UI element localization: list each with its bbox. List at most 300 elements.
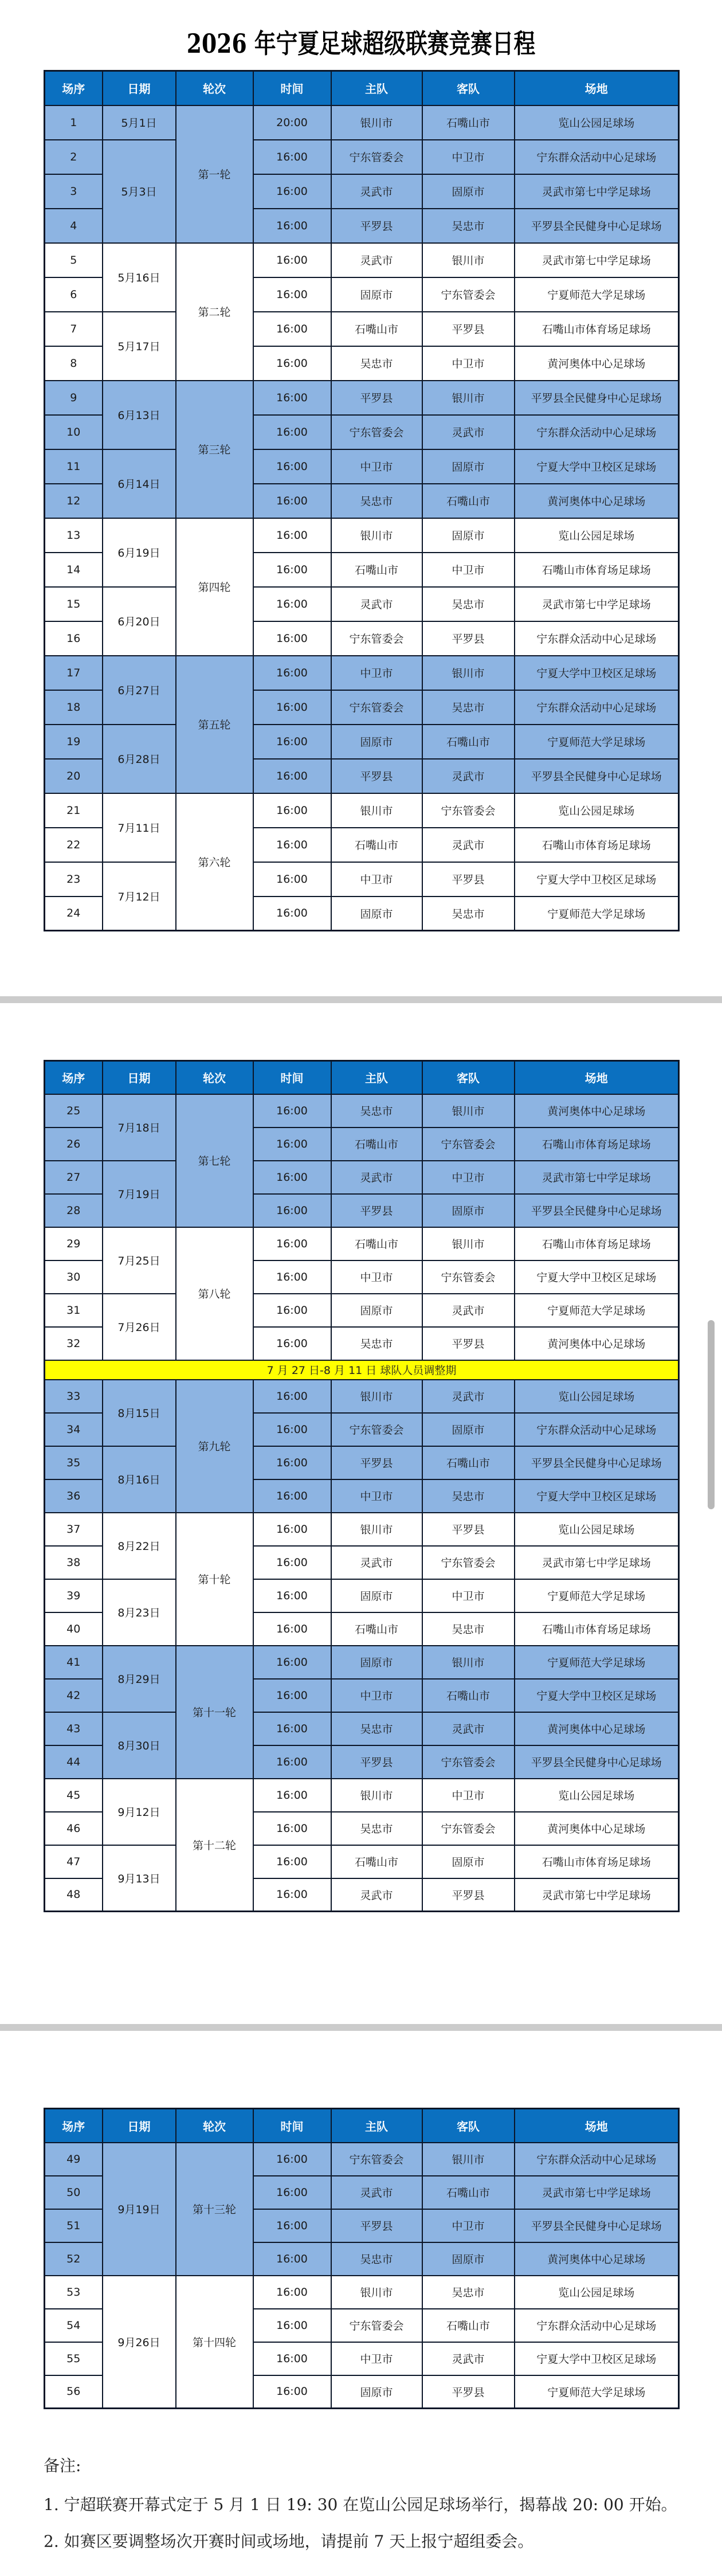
table-row: [45, 1446, 679, 1479]
venue: 平罗县全民健身中心足球场: [515, 1194, 679, 1227]
away-team: 宁东管委会: [422, 1745, 515, 1779]
venue: 平罗县全民健身中心足球场: [515, 1745, 679, 1779]
round-label: 第七轮: [176, 1094, 253, 1227]
schedule-table: [44, 2108, 680, 2409]
page-separator: [0, 996, 722, 1003]
kickoff-time: 16:00: [253, 2342, 331, 2375]
notes-section: [44, 2453, 685, 2566]
column-header: 客队: [422, 1061, 515, 1094]
table-row: [45, 1161, 679, 1194]
away-team: 中卫市: [422, 1779, 515, 1812]
kickoff-time: 16:00: [253, 1612, 331, 1646]
table-row: [45, 1294, 679, 1327]
venue: 平罗县全民健身中心足球场: [515, 381, 679, 415]
match-date: 5月1日: [103, 105, 176, 140]
home-team: 平罗县: [331, 209, 422, 243]
kickoff-time: 16:00: [253, 1128, 331, 1161]
home-team: 银川市: [331, 793, 422, 828]
kickoff-time: 16:00: [253, 1745, 331, 1779]
table-row: [45, 1513, 679, 1546]
match-number: 54: [45, 2309, 103, 2342]
away-team: 平罗县: [422, 312, 515, 346]
venue: 黄河奥体中心足球场: [515, 2242, 679, 2276]
home-team: 石嘴山市: [331, 553, 422, 587]
home-team: 吴忠市: [331, 2242, 422, 2276]
match-number: 16: [45, 621, 103, 656]
table-row: [45, 381, 679, 415]
home-team: 吴忠市: [331, 1094, 422, 1128]
venue: 黄河奥体中心足球场: [515, 484, 679, 518]
kickoff-time: 16:00: [253, 1546, 331, 1579]
venue: 石嘴山市体育场足球场: [515, 1128, 679, 1161]
away-team: 吴忠市: [422, 1612, 515, 1646]
venue: 平罗县全民健身中心足球场: [515, 209, 679, 243]
round-label: 第四轮: [176, 518, 253, 656]
venue: 宁东群众活动中心足球场: [515, 2309, 679, 2342]
away-team: 石嘴山市: [422, 1679, 515, 1712]
home-team: 吴忠市: [331, 1812, 422, 1845]
venue: 宁东群众活动中心足球场: [515, 1413, 679, 1446]
venue: 览山公园足球场: [515, 105, 679, 140]
match-number: 40: [45, 1612, 103, 1646]
away-team: 平罗县: [422, 1327, 515, 1360]
venue: 宁东群众活动中心足球场: [515, 415, 679, 449]
match-number: 18: [45, 690, 103, 725]
match-date: 7月12日: [103, 862, 176, 931]
column-header: 场序: [45, 1061, 103, 1094]
home-team: 石嘴山市: [331, 1227, 422, 1260]
home-team: 银川市: [331, 1513, 422, 1546]
venue: 宁夏师范大学足球场: [515, 1579, 679, 1612]
match-number: 17: [45, 656, 103, 690]
round-label: 第六轮: [176, 793, 253, 931]
match-date: 6月27日: [103, 656, 176, 725]
kickoff-time: 16:00: [253, 209, 331, 243]
home-team: 灵武市: [331, 587, 422, 621]
match-number: 13: [45, 518, 103, 553]
match-date: 8月15日: [103, 1380, 176, 1446]
column-header: 主队: [331, 71, 422, 105]
kickoff-time: 16:00: [253, 2309, 331, 2342]
kickoff-time: 16:00: [253, 174, 331, 209]
home-team: 灵武市: [331, 1546, 422, 1579]
table-row: [45, 2276, 679, 2309]
kickoff-time: 20:00: [253, 105, 331, 140]
round-label: 第九轮: [176, 1380, 253, 1513]
away-team: 灵武市: [422, 1712, 515, 1745]
column-header: 时间: [253, 2109, 331, 2143]
away-team: 银川市: [422, 1227, 515, 1260]
home-team: 固原市: [331, 1579, 422, 1612]
match-number: 46: [45, 1812, 103, 1845]
match-number: 4: [45, 209, 103, 243]
match-number: 52: [45, 2242, 103, 2276]
home-team: 灵武市: [331, 2176, 422, 2209]
home-team: 固原市: [331, 1646, 422, 1679]
table-row: [45, 862, 679, 896]
away-team: 宁东管委会: [422, 1546, 515, 1579]
home-team: 中卫市: [331, 1260, 422, 1294]
venue: 石嘴山市体育场足球场: [515, 1227, 679, 1260]
home-team: 石嘴山市: [331, 828, 422, 862]
column-header: 时间: [253, 71, 331, 105]
away-team: 固原市: [422, 174, 515, 209]
away-team: 中卫市: [422, 553, 515, 587]
match-date: 5月17日: [103, 312, 176, 381]
venue: 宁东群众活动中心足球场: [515, 690, 679, 725]
venue: 灵武市第七中学足球场: [515, 1546, 679, 1579]
away-team: 银川市: [422, 2143, 515, 2176]
column-header: 主队: [331, 1061, 422, 1094]
home-team: 中卫市: [331, 449, 422, 484]
venue: 石嘴山市体育场足球场: [515, 553, 679, 587]
kickoff-time: 16:00: [253, 243, 331, 277]
away-team: 灵武市: [422, 415, 515, 449]
match-number: 36: [45, 1479, 103, 1513]
match-number: 39: [45, 1579, 103, 1612]
round-label: 第十轮: [176, 1513, 253, 1646]
away-team: 宁东管委会: [422, 793, 515, 828]
home-team: 平罗县: [331, 381, 422, 415]
kickoff-time: 16:00: [253, 1194, 331, 1227]
venue: 石嘴山市体育场足球场: [515, 828, 679, 862]
home-team: 吴忠市: [331, 1712, 422, 1745]
kickoff-time: 16:00: [253, 1812, 331, 1845]
note-item-1: 1. 宁超联赛开幕式定于 5 月 1 日 19: 30 在览山公园足球场举行，揭幕战 20: 00 开始。: [44, 2495, 677, 2514]
header-row: [45, 1061, 679, 1094]
page-title: 2026 年宁夏足球超级联赛竞赛日程: [186, 28, 536, 59]
venue: 石嘴山市体育场足球场: [515, 1845, 679, 1878]
column-header: 时间: [253, 1061, 331, 1094]
venue: 宁夏师范大学足球场: [515, 725, 679, 759]
match-number: 44: [45, 1745, 103, 1779]
table-row: [45, 449, 679, 484]
column-header: 客队: [422, 2109, 515, 2143]
home-team: 中卫市: [331, 862, 422, 896]
venue: 平罗县全民健身中心足球场: [515, 2209, 679, 2242]
away-team: 银川市: [422, 243, 515, 277]
table-row: [45, 243, 679, 277]
away-team: 宁东管委会: [422, 277, 515, 312]
kickoff-time: 16:00: [253, 1327, 331, 1360]
venue: 灵武市第七中学足球场: [515, 2176, 679, 2209]
home-team: 宁东管委会: [331, 140, 422, 174]
match-date: 9月12日: [103, 1779, 176, 1845]
venue: 平罗县全民健身中心足球场: [515, 759, 679, 793]
column-header: 场地: [515, 2109, 679, 2143]
match-number: 23: [45, 862, 103, 896]
away-team: 中卫市: [422, 346, 515, 381]
home-team: 宁东管委会: [331, 415, 422, 449]
kickoff-time: 16:00: [253, 587, 331, 621]
away-team: 石嘴山市: [422, 2309, 515, 2342]
venue: 灵武市第七中学足球场: [515, 243, 679, 277]
table-row: [45, 1845, 679, 1878]
match-number: 55: [45, 2342, 103, 2375]
home-team: 中卫市: [331, 1679, 422, 1712]
venue: 览山公园足球场: [515, 1513, 679, 1546]
schedule-table: [44, 1060, 680, 1912]
match-number: 41: [45, 1646, 103, 1679]
kickoff-time: 16:00: [253, 1679, 331, 1712]
away-team: 平罗县: [422, 2375, 515, 2409]
home-team: 石嘴山市: [331, 1612, 422, 1646]
table-row: [45, 1646, 679, 1679]
home-team: 中卫市: [331, 1479, 422, 1513]
venue: 宁东群众活动中心足球场: [515, 140, 679, 174]
venue: 黄河奥体中心足球场: [515, 1327, 679, 1360]
round-label: 第一轮: [176, 105, 253, 243]
match-number: 14: [45, 553, 103, 587]
away-team: 中卫市: [422, 2209, 515, 2242]
away-team: 石嘴山市: [422, 1446, 515, 1479]
venue: 宁夏大学中卫校区足球场: [515, 1260, 679, 1294]
match-number: 51: [45, 2209, 103, 2242]
home-team: 固原市: [331, 277, 422, 312]
match-date: 6月19日: [103, 518, 176, 587]
venue: 石嘴山市体育场足球场: [515, 312, 679, 346]
venue: 黄河奥体中心足球场: [515, 1812, 679, 1845]
home-team: 宁东管委会: [331, 2143, 422, 2176]
kickoff-time: 16:00: [253, 518, 331, 553]
match-date: 8月16日: [103, 1446, 176, 1513]
match-date: 5月3日: [103, 140, 176, 243]
home-team: 平罗县: [331, 1446, 422, 1479]
away-team: 宁东管委会: [422, 1128, 515, 1161]
table-row: [45, 105, 679, 140]
match-number: 43: [45, 1712, 103, 1745]
match-number: 29: [45, 1227, 103, 1260]
round-label: 第十一轮: [176, 1646, 253, 1779]
kickoff-time: 16:00: [253, 2209, 331, 2242]
match-number: 20: [45, 759, 103, 793]
match-date: 6月13日: [103, 381, 176, 449]
match-number: 10: [45, 415, 103, 449]
kickoff-time: 16:00: [253, 1294, 331, 1327]
home-team: 吴忠市: [331, 346, 422, 381]
table-row: [45, 587, 679, 621]
match-number: 38: [45, 1546, 103, 1579]
kickoff-time: 16:00: [253, 1845, 331, 1878]
kickoff-time: 16:00: [253, 1479, 331, 1513]
venue: 黄河奥体中心足球场: [515, 1712, 679, 1745]
round-label: 第五轮: [176, 656, 253, 793]
home-team: 平罗县: [331, 1745, 422, 1779]
match-number: 5: [45, 243, 103, 277]
venue: 览山公园足球场: [515, 2276, 679, 2309]
match-date: 6月20日: [103, 587, 176, 656]
round-label: 第二轮: [176, 243, 253, 381]
match-date: 7月19日: [103, 1161, 176, 1227]
venue: 灵武市第七中学足球场: [515, 587, 679, 621]
table-row: [45, 656, 679, 690]
vertical-scrollbar-thumb[interactable]: [708, 1320, 715, 1509]
table-row: [45, 1227, 679, 1260]
venue: 宁东群众活动中心足球场: [515, 2143, 679, 2176]
kickoff-time: 16:00: [253, 1413, 331, 1446]
kickoff-time: 16:00: [253, 381, 331, 415]
table-row: [45, 1380, 679, 1413]
note-item-2: 2. 如赛区要调整场次开赛时间或场地，请提前 7 天上报宁超组委会。: [44, 2532, 534, 2551]
home-team: 灵武市: [331, 1161, 422, 1194]
kickoff-time: 16:00: [253, 1712, 331, 1745]
match-number: 7: [45, 312, 103, 346]
match-number: 3: [45, 174, 103, 209]
match-date: 9月19日: [103, 2143, 176, 2276]
round-label: 第十二轮: [176, 1779, 253, 1912]
match-date: 9月26日: [103, 2276, 176, 2409]
venue: 宁夏大学中卫校区足球场: [515, 1479, 679, 1513]
kickoff-time: 16:00: [253, 1513, 331, 1546]
venue: 黄河奥体中心足球场: [515, 346, 679, 381]
column-header: 轮次: [176, 2109, 253, 2143]
home-team: 石嘴山市: [331, 1128, 422, 1161]
round-label: 第八轮: [176, 1227, 253, 1360]
match-number: 2: [45, 140, 103, 174]
column-header: 日期: [103, 1061, 176, 1094]
round-label: 第十四轮: [176, 2276, 253, 2409]
kickoff-time: 16:00: [253, 793, 331, 828]
column-header: 场序: [45, 2109, 103, 2143]
table-row: [45, 312, 679, 346]
match-number: 25: [45, 1094, 103, 1128]
away-team: 银川市: [422, 1094, 515, 1128]
venue: 览山公园足球场: [515, 1380, 679, 1413]
home-team: 灵武市: [331, 174, 422, 209]
kickoff-time: 16:00: [253, 553, 331, 587]
break-period-row: [45, 1360, 679, 1380]
schedule-table: [44, 70, 680, 931]
venue: 宁夏师范大学足球场: [515, 277, 679, 312]
match-number: 37: [45, 1513, 103, 1546]
column-header: 轮次: [176, 71, 253, 105]
match-number: 12: [45, 484, 103, 518]
table-row: [45, 140, 679, 174]
kickoff-time: 16:00: [253, 896, 331, 931]
home-team: 中卫市: [331, 656, 422, 690]
venue: 宁夏师范大学足球场: [515, 1294, 679, 1327]
venue: 黄河奥体中心足球场: [515, 1094, 679, 1128]
kickoff-time: 16:00: [253, 725, 331, 759]
kickoff-time: 16:00: [253, 277, 331, 312]
kickoff-time: 16:00: [253, 1646, 331, 1679]
match-number: 50: [45, 2176, 103, 2209]
venue: 览山公园足球场: [515, 793, 679, 828]
kickoff-time: 16:00: [253, 1094, 331, 1128]
home-team: 石嘴山市: [331, 1845, 422, 1878]
kickoff-time: 16:00: [253, 621, 331, 656]
table-row: [45, 2143, 679, 2176]
home-team: 宁东管委会: [331, 690, 422, 725]
table-row: [45, 1094, 679, 1128]
match-number: 22: [45, 828, 103, 862]
home-team: 固原市: [331, 2375, 422, 2409]
match-date: 7月18日: [103, 1094, 176, 1161]
column-header: 场序: [45, 71, 103, 105]
match-number: 49: [45, 2143, 103, 2176]
venue: 宁夏大学中卫校区足球场: [515, 862, 679, 896]
match-date: 7月25日: [103, 1227, 176, 1294]
away-team: 固原市: [422, 1413, 515, 1446]
venue: 览山公园足球场: [515, 1779, 679, 1812]
away-team: 灵武市: [422, 759, 515, 793]
away-team: 银川市: [422, 656, 515, 690]
home-team: 固原市: [331, 896, 422, 931]
kickoff-time: 16:00: [253, 862, 331, 896]
match-date: 6月28日: [103, 725, 176, 793]
column-header: 轮次: [176, 1061, 253, 1094]
match-number: 48: [45, 1878, 103, 1912]
column-header: 日期: [103, 2109, 176, 2143]
match-number: 42: [45, 1679, 103, 1712]
home-team: 银川市: [331, 1380, 422, 1413]
home-team: 宁东管委会: [331, 621, 422, 656]
kickoff-time: 16:00: [253, 1161, 331, 1194]
away-team: 中卫市: [422, 1579, 515, 1612]
home-team: 宁东管委会: [331, 1413, 422, 1446]
match-date: 7月11日: [103, 793, 176, 862]
match-number: 47: [45, 1845, 103, 1878]
match-number: 35: [45, 1446, 103, 1479]
home-team: 吴忠市: [331, 484, 422, 518]
away-team: 灵武市: [422, 2342, 515, 2375]
match-number: 11: [45, 449, 103, 484]
kickoff-time: 16:00: [253, 1260, 331, 1294]
kickoff-time: 16:00: [253, 312, 331, 346]
table-row: [45, 518, 679, 553]
table-row: [45, 1579, 679, 1612]
away-team: 灵武市: [422, 828, 515, 862]
kickoff-time: 16:00: [253, 1446, 331, 1479]
away-team: 吴忠市: [422, 896, 515, 931]
home-team: 石嘴山市: [331, 312, 422, 346]
home-team: 固原市: [331, 1294, 422, 1327]
match-number: 31: [45, 1294, 103, 1327]
kickoff-time: 16:00: [253, 484, 331, 518]
column-header: 场地: [515, 71, 679, 105]
kickoff-time: 16:00: [253, 2242, 331, 2276]
venue: 灵武市第七中学足球场: [515, 174, 679, 209]
match-date: 5月16日: [103, 243, 176, 312]
away-team: 平罗县: [422, 1878, 515, 1912]
kickoff-time: 16:00: [253, 2143, 331, 2176]
venue: 宁夏师范大学足球场: [515, 2375, 679, 2409]
match-number: 53: [45, 2276, 103, 2309]
match-date: 8月30日: [103, 1712, 176, 1779]
home-team: 宁东管委会: [331, 2309, 422, 2342]
match-number: 30: [45, 1260, 103, 1294]
notes-title: 备注:: [44, 2456, 81, 2475]
match-date: 6月14日: [103, 449, 176, 518]
kickoff-time: 16:00: [253, 759, 331, 793]
away-team: 宁东管委会: [422, 1260, 515, 1294]
match-number: 34: [45, 1413, 103, 1446]
kickoff-time: 16:00: [253, 1380, 331, 1413]
column-header: 日期: [103, 71, 176, 105]
match-number: 24: [45, 896, 103, 931]
venue: 览山公园足球场: [515, 518, 679, 553]
venue: 灵武市第七中学足球场: [515, 1161, 679, 1194]
away-team: 银川市: [422, 381, 515, 415]
table-row: [45, 1712, 679, 1745]
away-team: 固原市: [422, 449, 515, 484]
match-number: 8: [45, 346, 103, 381]
away-team: 平罗县: [422, 1513, 515, 1546]
column-header: 客队: [422, 71, 515, 105]
kickoff-time: 16:00: [253, 1579, 331, 1612]
home-team: 平罗县: [331, 1194, 422, 1227]
match-number: 33: [45, 1380, 103, 1413]
